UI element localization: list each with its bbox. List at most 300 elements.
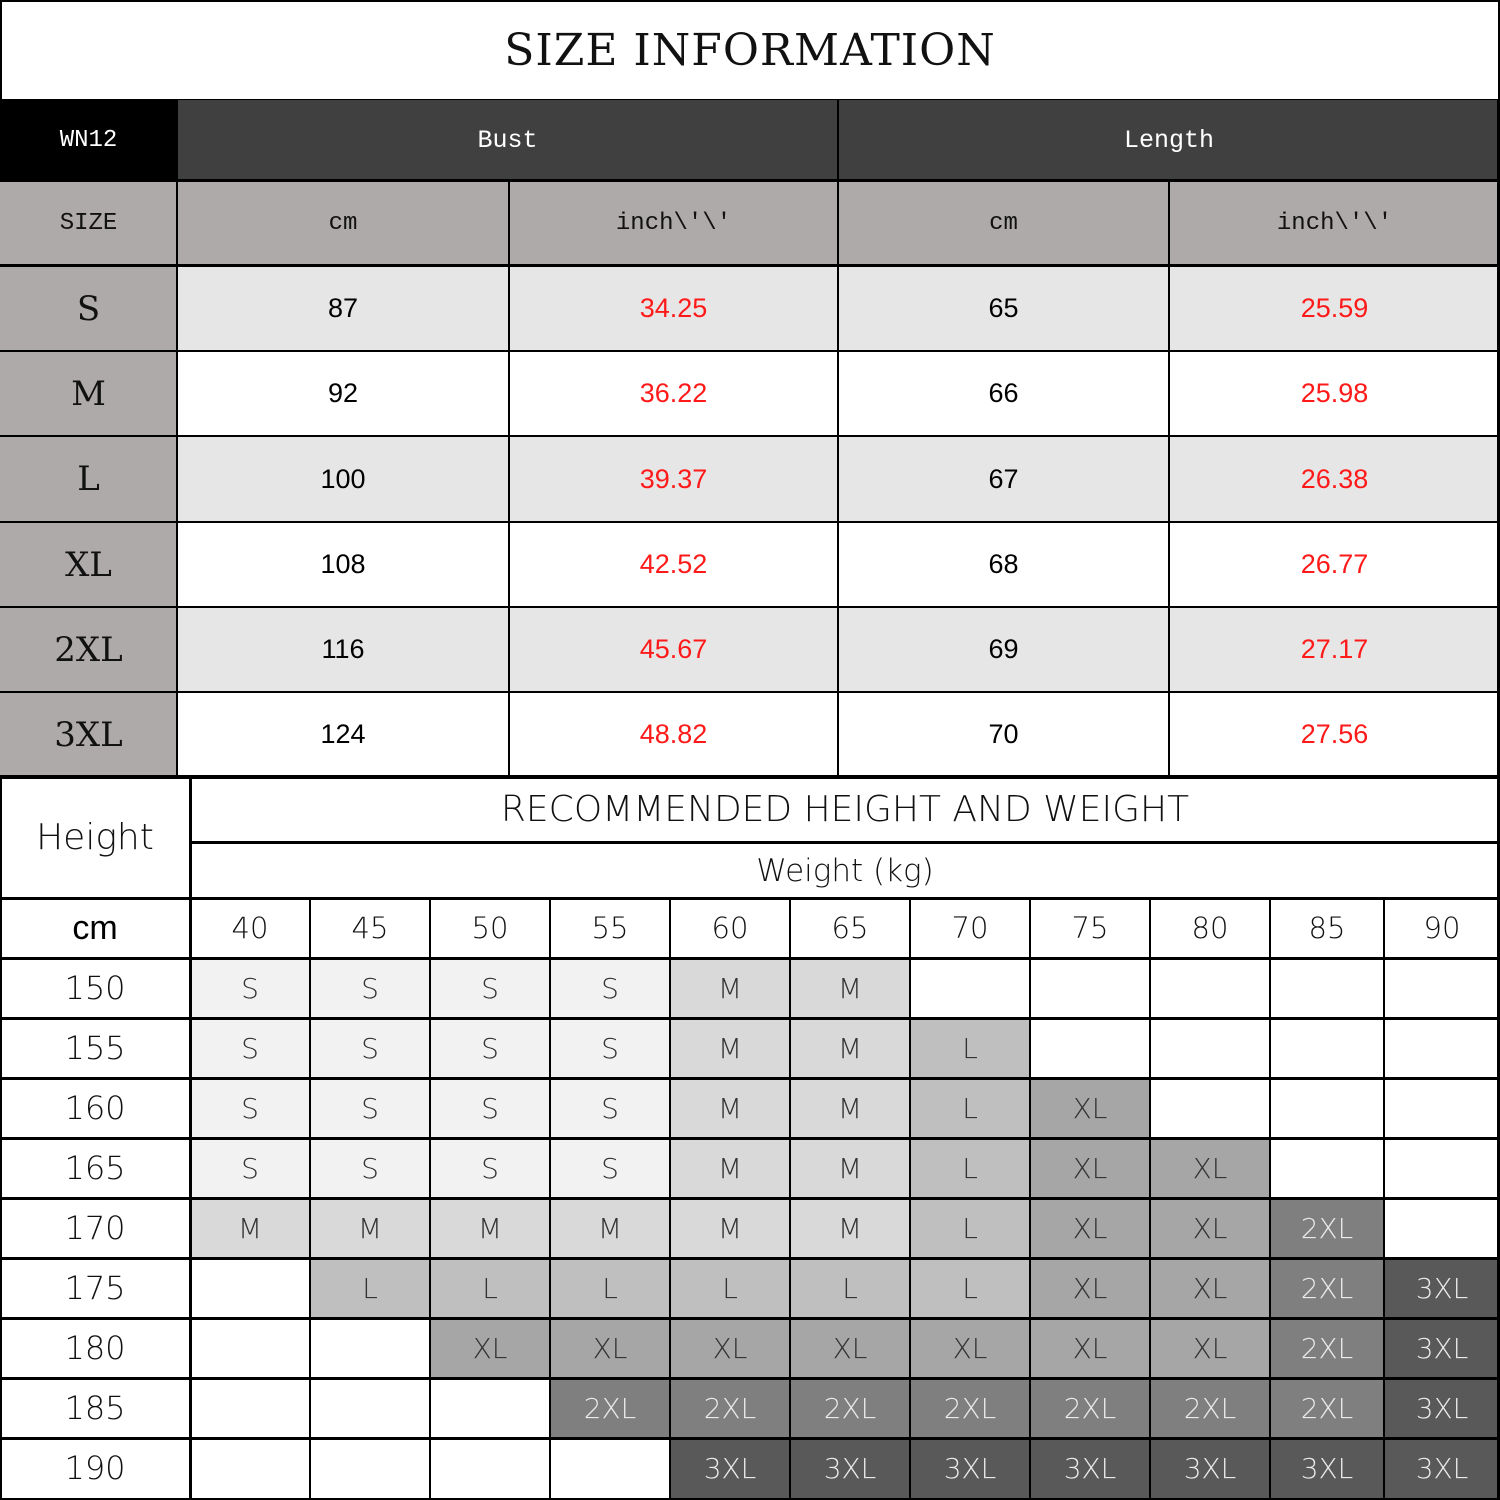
col-line [1383, 898, 1385, 1500]
bust-cm-value-text: 116 [321, 634, 365, 664]
row-line [0, 1437, 1500, 1440]
weight-value [190, 898, 310, 958]
size-cell [190, 1378, 310, 1438]
weight-value-text: 80 [1191, 911, 1229, 945]
weight-value [1270, 898, 1384, 958]
weight-value-text: 40 [231, 911, 269, 945]
size-cell-text: 2XL [1300, 1391, 1354, 1425]
size-cell [1384, 1078, 1500, 1138]
weight-value [790, 898, 910, 958]
size-cell [910, 1258, 1030, 1318]
row-line [0, 897, 1500, 900]
bust-cm-value [177, 692, 509, 777]
length-inch-value-text: 27.56 [1300, 719, 1369, 749]
bust-inch-value-text: 48.82 [639, 719, 708, 749]
size-cell [1150, 1378, 1270, 1438]
size-cell [550, 1018, 670, 1078]
size-cell [910, 1078, 1030, 1138]
size-cell [790, 1378, 910, 1438]
bust-inch-value [509, 692, 838, 777]
size-cell-text: 3XL [943, 1451, 997, 1485]
size-cell-text: 2XL [1063, 1391, 1117, 1425]
weight-value [550, 898, 670, 958]
size-label [0, 522, 177, 607]
weight-value-text: 85 [1308, 911, 1346, 945]
size-cell [550, 1318, 670, 1378]
unit-header [838, 181, 1169, 266]
bust-inch-value [509, 351, 838, 436]
col-line [1149, 898, 1151, 1500]
size-cell [310, 1378, 430, 1438]
size-label-text: XL [65, 544, 112, 585]
row-line [0, 691, 1500, 693]
length-inch-value [1169, 692, 1500, 777]
height-header [0, 777, 190, 898]
size-cell-text: L [962, 1271, 978, 1305]
length-inch-value-text: 26.77 [1300, 549, 1369, 579]
size-cell-text: XL [832, 1331, 868, 1365]
col-line [189, 777, 192, 1500]
length-cm-value [838, 522, 1169, 607]
size-cell [1384, 1318, 1500, 1378]
size-label-text: L [77, 459, 100, 499]
size-cell-text: XL [1192, 1151, 1228, 1185]
size-cell [1270, 1078, 1384, 1138]
bust-cm-value-text: 92 [327, 378, 359, 408]
size-cell [310, 1078, 430, 1138]
size-header [0, 181, 177, 266]
length-inch-value [1169, 522, 1500, 607]
size-cell [670, 1438, 790, 1498]
bust-cm-value-text: 108 [320, 549, 366, 579]
group-header-bust-text: Bust [477, 126, 538, 155]
size-cell [550, 1198, 670, 1258]
size-cell [1030, 958, 1150, 1018]
weight-value [1150, 898, 1270, 958]
size-cell [190, 958, 310, 1018]
row-line [0, 435, 1500, 437]
size-cell [430, 1138, 550, 1198]
bust-inch-value-text: 36.22 [639, 378, 708, 408]
header-separator [0, 264, 1500, 267]
size-cell [910, 1198, 1030, 1258]
length-inch-value [1169, 607, 1500, 692]
size-cell [670, 1258, 790, 1318]
col-line [837, 100, 839, 777]
unit-cm-label [0, 898, 190, 958]
weight-value [430, 898, 550, 958]
size-cell-text: XL [1192, 1271, 1228, 1305]
size-cell-text: S [361, 1151, 379, 1185]
col-line [508, 181, 510, 777]
size-cell-text: XL [1192, 1331, 1228, 1365]
size-cell-text: L [362, 1271, 378, 1305]
height-value [0, 1258, 190, 1318]
size-cell [1030, 1138, 1150, 1198]
size-cell [910, 958, 1030, 1018]
size-cell-text: L [602, 1271, 618, 1305]
size-cell [1384, 958, 1500, 1018]
size-cell [1030, 1438, 1150, 1498]
size-cell-text: XL [1072, 1151, 1108, 1185]
bust-inch-value [509, 436, 838, 522]
size-label [0, 266, 177, 351]
table-top-line [0, 777, 1500, 779]
size-label-text: 3XL [54, 714, 123, 755]
bust-inch-value [509, 266, 838, 351]
height-value-text: 160 [64, 1089, 126, 1127]
length-inch-value-text: 25.59 [1300, 293, 1369, 323]
size-cell [430, 1018, 550, 1078]
size-cell [550, 1258, 670, 1318]
size-cell [910, 1378, 1030, 1438]
size-cell [1384, 1138, 1500, 1198]
size-cell [910, 1018, 1030, 1078]
length-inch-value [1169, 351, 1500, 436]
size-label [0, 436, 177, 522]
length-inch-value-text: 27.17 [1300, 634, 1369, 664]
height-value-text: 165 [64, 1149, 126, 1187]
size-cell-text: M [837, 1211, 863, 1245]
row-line [0, 1137, 1500, 1140]
size-cell [430, 1438, 550, 1498]
size-cell [1384, 1198, 1500, 1258]
height-value [0, 1318, 190, 1378]
bust-cm-value [177, 436, 509, 522]
size-cell-text: M [597, 1211, 623, 1245]
height-value [0, 1198, 190, 1258]
size-cell [1030, 1018, 1150, 1078]
weight-value-text: 60 [711, 911, 749, 945]
size-cell [1270, 1318, 1384, 1378]
size-cell [430, 1198, 550, 1258]
size-cell-text: M [357, 1211, 383, 1245]
size-cell [1150, 1078, 1270, 1138]
size-cell-text: M [717, 1091, 743, 1125]
title-bar [0, 0, 1500, 101]
title-separator [190, 841, 1500, 844]
size-label-text: M [71, 373, 106, 414]
row-line [0, 1377, 1500, 1380]
size-label-text: S [76, 288, 101, 329]
size-cell-text: L [962, 1211, 978, 1245]
size-cell-text: 3XL [823, 1451, 877, 1485]
size-cell [790, 1018, 910, 1078]
size-cell-text: XL [592, 1331, 628, 1365]
row-line [0, 521, 1500, 523]
length-cm-value [838, 436, 1169, 522]
col-line [1029, 898, 1031, 1500]
height-value [0, 1018, 190, 1078]
weight-value-text: 90 [1423, 911, 1461, 945]
size-cell [310, 1438, 430, 1498]
height-value-text: 185 [64, 1389, 126, 1427]
size-cell-text: XL [1072, 1211, 1108, 1245]
size-cell-text: 2XL [1183, 1391, 1237, 1425]
bust-cm-value [177, 266, 509, 351]
weight-value [670, 898, 790, 958]
size-cell [310, 1018, 430, 1078]
size-cell [190, 1258, 310, 1318]
recommend-title-text: RECOMMENDED HEIGHT AND WEIGHT [500, 789, 1190, 830]
size-cell-text: M [837, 971, 863, 1005]
size-cell [190, 1078, 310, 1138]
size-cell-text: XL [1072, 1331, 1108, 1365]
size-cell-text: S [601, 971, 619, 1005]
size-cell [190, 1318, 310, 1378]
col-line [176, 100, 178, 777]
size-cell-text: 3XL [1183, 1451, 1237, 1485]
unit-header [177, 181, 509, 266]
size-cell [1030, 1198, 1150, 1258]
size-cell [310, 1258, 430, 1318]
size-cell-text: XL [1192, 1211, 1228, 1245]
col-line [669, 898, 671, 1500]
size-cell-text: M [717, 1151, 743, 1185]
row-line [0, 1197, 1500, 1200]
size-cell-text: XL [472, 1331, 508, 1365]
col-line [909, 898, 911, 1500]
size-cell [1150, 1198, 1270, 1258]
row-line [0, 1257, 1500, 1260]
size-cell [430, 1258, 550, 1318]
size-label [0, 351, 177, 436]
recommend-title [190, 777, 1500, 842]
col-line [1168, 181, 1170, 777]
recommended-height-weight-table [0, 777, 1500, 1500]
size-cell [430, 1078, 550, 1138]
size-cell-text: 3XL [1063, 1451, 1117, 1485]
size-cell-text: S [241, 1031, 259, 1065]
bust-inch-value-text: 39.37 [639, 463, 708, 494]
size-cell-text: S [601, 1151, 619, 1185]
size-cell-text: M [837, 1091, 863, 1125]
row-line [0, 1317, 1500, 1320]
height-value [0, 1438, 190, 1498]
size-cell-text: S [361, 971, 379, 1005]
length-cm-value-text: 68 [988, 549, 1019, 579]
size-cell-text: 2XL [1300, 1271, 1354, 1305]
size-cell [790, 1438, 910, 1498]
size-cell [1270, 1018, 1384, 1078]
length-inch-value [1169, 266, 1500, 351]
size-cell-text: 3XL [1300, 1451, 1354, 1485]
size-cell-text: S [241, 971, 259, 1005]
size-cell-text: M [837, 1151, 863, 1185]
length-cm-value-text: 65 [988, 293, 1019, 323]
size-cell-text: 3XL [1415, 1331, 1469, 1365]
size-label [0, 692, 177, 777]
size-cell-text: M [717, 971, 743, 1005]
size-cell-text: 3XL [1415, 1271, 1469, 1305]
unit-header-text: inch\'\' [615, 210, 732, 237]
height-value-text: 190 [64, 1449, 126, 1487]
size-cell [310, 1318, 430, 1378]
size-cell [550, 1438, 670, 1498]
row-line [0, 1017, 1500, 1020]
size-cell [790, 1138, 910, 1198]
unit-cm-label-text: cm [72, 908, 118, 947]
length-cm-value [838, 266, 1169, 351]
size-cell [670, 1138, 790, 1198]
height-value-text: 155 [64, 1029, 126, 1067]
col-line [429, 898, 431, 1500]
weight-value [910, 898, 1030, 958]
size-cell [910, 1318, 1030, 1378]
size-cell [190, 1138, 310, 1198]
size-cell-text: S [241, 1091, 259, 1125]
size-label [0, 607, 177, 692]
size-cell-text: 2XL [703, 1391, 757, 1425]
size-cell-text: L [722, 1271, 738, 1305]
size-cell [310, 1198, 430, 1258]
height-value-text: 175 [64, 1269, 126, 1307]
weight-value-text: 75 [1071, 911, 1109, 945]
size-cell [790, 1258, 910, 1318]
size-cell-text: 2XL [1300, 1331, 1354, 1365]
size-cell-text: 2XL [583, 1391, 637, 1425]
size-cell [550, 1078, 670, 1138]
size-cell [550, 958, 670, 1018]
size-cell-text: S [481, 1031, 499, 1065]
size-cell [1150, 1258, 1270, 1318]
col-line [309, 898, 311, 1500]
group-header-bust [177, 100, 838, 181]
size-cell-text: M [717, 1211, 743, 1245]
size-cell [550, 1378, 670, 1438]
size-cell-text: 2XL [823, 1391, 877, 1425]
size-cell [790, 1198, 910, 1258]
size-cell-text: M [477, 1211, 503, 1245]
bust-cm-value [177, 607, 509, 692]
size-cell [670, 1198, 790, 1258]
col-line [549, 898, 551, 1500]
weight-value-text: 55 [591, 911, 629, 945]
size-cell [790, 1078, 910, 1138]
size-cell [910, 1438, 1030, 1498]
size-cell [310, 1138, 430, 1198]
size-cell-text: L [842, 1271, 858, 1305]
size-cell-text: XL [712, 1331, 748, 1365]
size-cell [790, 958, 910, 1018]
size-cell [430, 958, 550, 1018]
size-cell [190, 1438, 310, 1498]
model-cell-text: WN12 [59, 127, 118, 154]
unit-header-text: inch\'\' [1276, 210, 1393, 237]
size-cell-text: XL [1072, 1091, 1108, 1125]
bust-inch-value [509, 607, 838, 692]
size-cell [1384, 1438, 1500, 1498]
size-cell [670, 958, 790, 1018]
height-value-text: 180 [64, 1329, 126, 1367]
weight-header-text: Weight (kg) [756, 852, 934, 889]
unit-header-text: cm [328, 210, 358, 237]
weight-value [1030, 898, 1150, 958]
weight-value-text: 50 [471, 911, 509, 945]
size-cell [1150, 1438, 1270, 1498]
size-cell-text: XL [952, 1331, 988, 1365]
bust-cm-value [177, 351, 509, 436]
bust-inch-value-text: 34.25 [639, 293, 708, 323]
size-cell-text: XL [1072, 1271, 1108, 1305]
size-header-text: SIZE [59, 210, 118, 237]
header-separator [0, 179, 1500, 182]
unit-header [1169, 181, 1500, 266]
bust-cm-value [177, 522, 509, 607]
size-cell [430, 1318, 550, 1378]
size-cell [1030, 1258, 1150, 1318]
size-cell [1030, 1318, 1150, 1378]
length-inch-value-text: 26.38 [1300, 463, 1369, 494]
weight-value [310, 898, 430, 958]
size-cell [1150, 1318, 1270, 1378]
unit-header [509, 181, 838, 266]
size-cell [1030, 1078, 1150, 1138]
size-cell [430, 1378, 550, 1438]
size-cell [1270, 1138, 1384, 1198]
size-cell [1270, 1438, 1384, 1498]
weight-value-text: 65 [831, 911, 869, 945]
length-cm-value-text: 66 [988, 378, 1019, 408]
size-cell-text: L [962, 1091, 978, 1125]
size-cell-text: S [481, 1091, 499, 1125]
size-label-text: 2XL [54, 629, 123, 670]
bust-cm-value-text: 100 [320, 463, 366, 494]
row-line [0, 957, 1500, 960]
height-value-text: 150 [64, 969, 126, 1007]
row-line [0, 606, 1500, 608]
size-cell-text: S [601, 1091, 619, 1125]
size-cell [190, 1018, 310, 1078]
size-cell-text: S [361, 1091, 379, 1125]
size-cell-text: 2XL [943, 1391, 997, 1425]
size-cell [1384, 1258, 1500, 1318]
model-cell [0, 100, 177, 181]
size-cell-text: M [717, 1031, 743, 1065]
size-cell [1270, 1258, 1384, 1318]
unit-header-text: cm [989, 210, 1018, 237]
size-cell [310, 958, 430, 1018]
size-cell [1150, 958, 1270, 1018]
size-cell [670, 1078, 790, 1138]
size-cell [1270, 1378, 1384, 1438]
size-cell [670, 1378, 790, 1438]
row-line [0, 350, 1500, 352]
size-cell [1150, 1138, 1270, 1198]
size-cell-text: 3XL [703, 1451, 757, 1485]
bust-inch-value-text: 42.52 [639, 549, 708, 579]
weight-value [1384, 898, 1500, 958]
height-value [0, 1378, 190, 1438]
length-inch-value-text: 25.98 [1300, 378, 1369, 408]
length-cm-value-text: 69 [988, 634, 1019, 664]
bust-cm-value-text: 124 [320, 719, 366, 749]
row-line [0, 1077, 1500, 1080]
height-value [0, 1078, 190, 1138]
size-cell [550, 1138, 670, 1198]
weight-value-text: 70 [951, 911, 989, 945]
size-cell-text: L [962, 1031, 978, 1065]
length-cm-value [838, 351, 1169, 436]
size-cell [190, 1198, 310, 1258]
height-value [0, 1138, 190, 1198]
size-cell [1270, 958, 1384, 1018]
size-cell [1270, 1198, 1384, 1258]
length-cm-value [838, 607, 1169, 692]
size-cell-text: 2XL [1300, 1211, 1354, 1245]
size-cell-text: S [481, 1151, 499, 1185]
group-header-length [838, 100, 1500, 181]
